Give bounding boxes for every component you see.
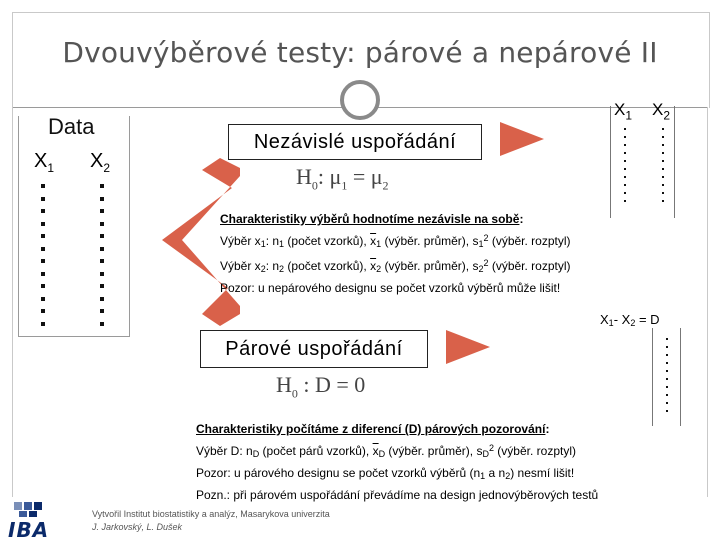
paired-line1: Výběr D: $n_D$ (počet párů vzorků), $\overline{x}_D$ (výběr. průměr), $s_D^2$ (výběr. rozptyl) (196, 443, 576, 459)
paired-line3: Pozn.: při párovém uspořádání převádíme na design jednovýběrových testů (196, 488, 599, 502)
footer-institute: Vytvořil Institut biostatistiky a analýz, Masarykova univerzita (92, 509, 330, 519)
independent-line2: Výběr $x_2$: $n_2$ (počet vzorků), $\overline{x}_2$ (výběr. průměr), $s_2^2$ (výběr. rozptyl) (220, 258, 571, 274)
paired-hypothesis: $H_0$ : D = 0 (276, 372, 366, 401)
independent-hypothesis: $H_0$: $\mu_1 = \mu_2$ (296, 164, 389, 193)
right-col2-values (662, 128, 664, 202)
independent-arrow-icon (500, 122, 544, 156)
data-col2-header: $X_2$ (90, 150, 111, 175)
right-bracket-right (674, 106, 675, 218)
difference-header: $X_1-$ $X_2 = D$ (600, 312, 660, 328)
slide-frame-right (707, 107, 708, 497)
paired-line2: Pozor: u párového designu se počet vzorků výběrů ($n_1$ a $n_2$) nesmí lišit! (196, 466, 575, 481)
right-col1-header: $X_1$ (614, 100, 633, 123)
data-col2-values (100, 184, 104, 326)
paired-design-label: Párové uspořádání (200, 330, 428, 368)
data-col1-header: $X_1$ (34, 150, 55, 175)
right-col1-values (624, 128, 626, 202)
paired-description (196, 420, 598, 505)
paired-arrow-icon (446, 330, 490, 364)
difference-values (666, 338, 668, 412)
slide-frame-left (12, 107, 13, 497)
divider-circle-icon (340, 80, 380, 120)
independent-heading: Charakteristiky výběrů hodnotíme nezávisle na sobě: (220, 212, 524, 226)
independent-line1: Výběr $x_1$: $n_1$ (počet vzorků), $\overline{x}_1$ (výběr. průměr), $s_1^2$ (výběr. rozptyl) (220, 233, 571, 249)
right-col2-header: $X_2$ (652, 100, 671, 123)
right-bracket-left (610, 106, 611, 218)
independent-design-label: Nezávislé uspořádání (228, 124, 482, 160)
diff-bracket-right (680, 328, 681, 426)
footer-authors: J. Jarkovský, L. Dušek (92, 522, 183, 532)
iba-logo-text: IBA (8, 518, 50, 542)
slide-title: Dvouvýběrové testy: párové a nepárové II (62, 36, 658, 69)
data-col1-values (41, 184, 45, 326)
independent-line3: Pozor: u nepárového designu se počet vzorků výběrů může lišit! (220, 281, 561, 295)
data-panel-label: Data (44, 114, 98, 140)
footer-credits (92, 508, 330, 534)
paired-heading: Charakteristiky počítáme z diferencí (D) párových pozorování: (196, 422, 550, 436)
independent-description (220, 210, 571, 298)
diff-bracket-left (652, 328, 653, 426)
